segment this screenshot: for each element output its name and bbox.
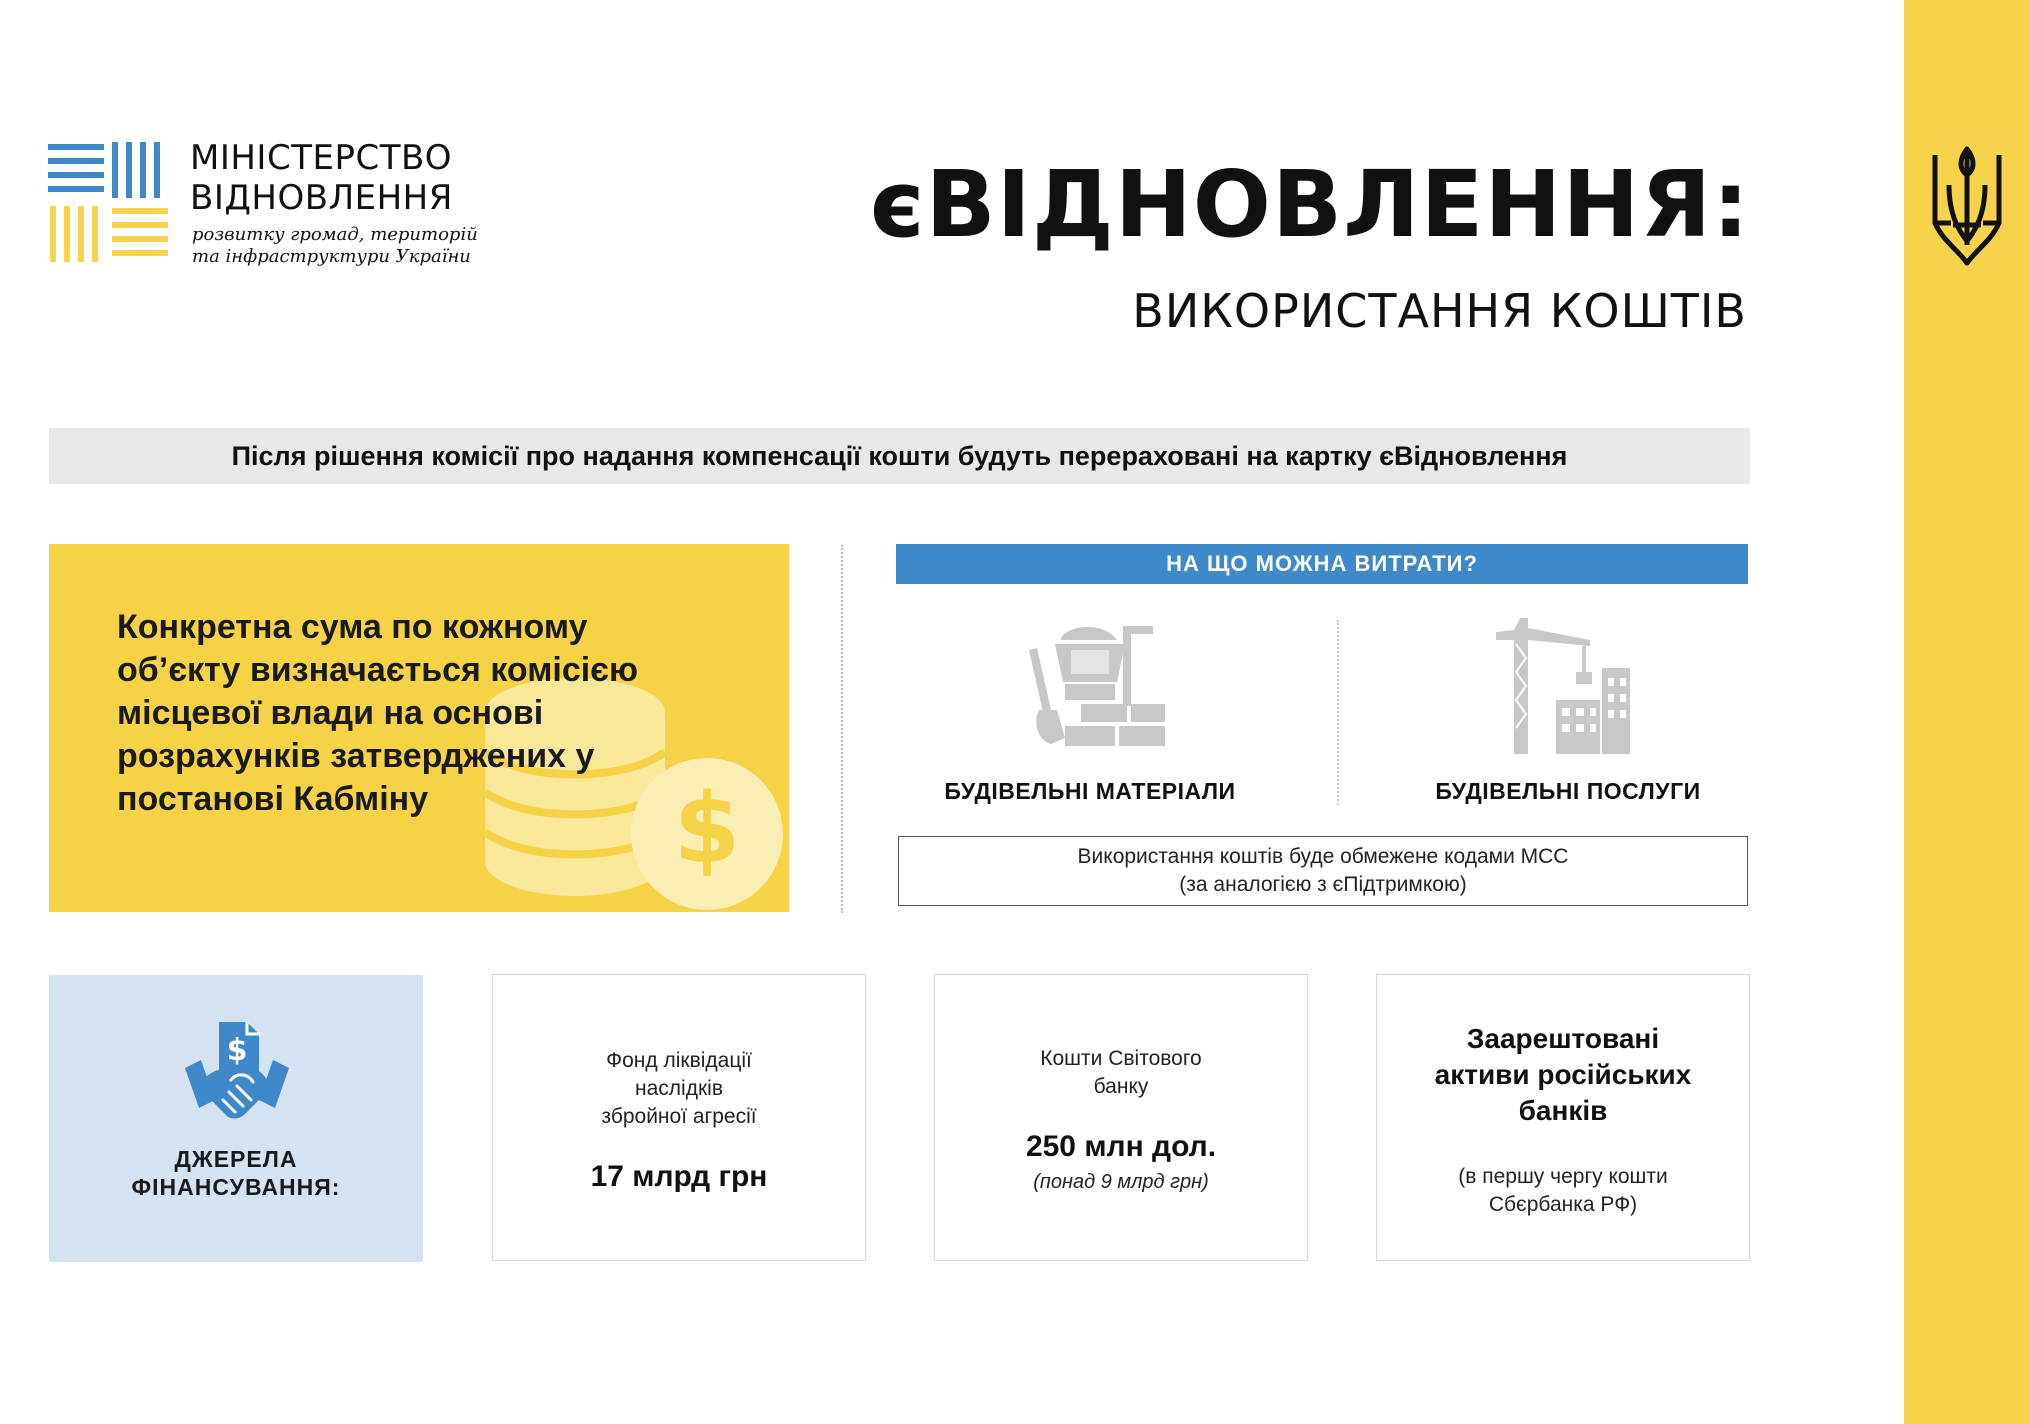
card1-description	[493, 1047, 865, 1131]
card2-desc-line: Кошти Світового	[1040, 1047, 1202, 1070]
funding-card-world-bank	[934, 974, 1308, 1261]
card1-desc-line: збройної агресії	[601, 1105, 757, 1128]
card3-note-line: (в першу чергу кошти	[1458, 1165, 1668, 1188]
amount-info-line: об’єкту визначається комісією	[117, 651, 638, 689]
funding-sources-box	[49, 975, 423, 1262]
building-materials-label: БУДІВЕЛЬНІ МАТЕРІАЛИ	[944, 778, 1236, 804]
funding-card-russian-assets	[1376, 974, 1750, 1261]
handshake-money-icon	[185, 1022, 289, 1122]
page-title: єВІДНОВЛЕННЯ:	[869, 151, 1750, 258]
trident-icon	[1929, 145, 2005, 267]
amount-info-line: місцевої влади на основі	[117, 694, 544, 732]
page-subtitle: ВИКОРИСТАННЯ КОШТІВ	[1132, 284, 1747, 338]
section-divider	[841, 545, 843, 913]
svg-text:$: $	[673, 773, 741, 885]
spending-heading-text: НА ЩО МОЖНА ВИТРАТИ?	[1166, 551, 1478, 576]
ministry-subtitle-line2: та інфраструктури України	[192, 246, 471, 267]
svg-text:$: $	[226, 1033, 248, 1068]
ministry-subtitle-line1: розвитку громад, територій	[192, 224, 478, 245]
building-materials-icon	[1025, 618, 1175, 758]
amount-info-line: розрахунків затверджених у	[117, 737, 595, 775]
spending-divider	[1337, 620, 1339, 805]
amount-info-line: Конкретна сума по кожному	[117, 608, 588, 646]
mcc-note-box	[898, 836, 1748, 906]
card3-note-line: Сбєрбанка РФ)	[1488, 1193, 1638, 1216]
spending-heading	[896, 544, 1748, 584]
funding-sources-title	[49, 1145, 423, 1201]
ministry-name-line2: ВІДНОВЛЕННЯ	[190, 178, 453, 218]
card3-title-line: Заарештовані	[1466, 1023, 1660, 1054]
ministry-name-line1: МІНІСТЕРСТВО	[190, 138, 453, 178]
funding-card-aggression-fund	[492, 974, 866, 1261]
amount-info-text	[117, 606, 677, 821]
building-services-icon	[1490, 618, 1640, 758]
card2-note: (понад 9 млрд грн)	[1033, 1171, 1209, 1193]
card3-title-line: банків	[1518, 1095, 1608, 1126]
building-services-label: БУДІВЕЛЬНІ ПОСЛУГИ	[1435, 778, 1701, 804]
card2-amount: 250 млн дол.	[1025, 1130, 1217, 1163]
card3-title	[1377, 1021, 1749, 1129]
funding-sources-title-line1: ДЖЕРЕЛА	[174, 1146, 298, 1172]
ministry-name	[190, 138, 453, 218]
card1-amount: 17 млрд грн	[590, 1160, 768, 1193]
info-banner	[49, 428, 1750, 484]
card3-note	[1377, 1163, 1749, 1219]
amount-info-box	[49, 544, 789, 912]
amount-info-line: постанові Кабміну	[117, 780, 429, 818]
ministry-logo	[48, 142, 170, 264]
card1-desc-line: наслідків	[635, 1077, 723, 1100]
card3-title-line: активи російських	[1434, 1059, 1692, 1090]
card1-desc-line: Фонд ліквідації	[606, 1049, 752, 1072]
card2-desc-line: банку	[1093, 1075, 1149, 1098]
funding-sources-title-line2: ФІНАНСУВАННЯ:	[131, 1174, 341, 1200]
info-banner-text: Після рішення комісії про надання компенсації кошти будуть перераховані на картку єВідновлення	[231, 440, 1568, 471]
ministry-subtitle	[192, 224, 478, 268]
mcc-note-line2: (за аналогією з єПідтримкою)	[1179, 873, 1467, 896]
card2-description	[935, 1045, 1307, 1101]
mcc-note-line1: Використання коштів буде обмежене кодами MCC	[1077, 845, 1569, 868]
